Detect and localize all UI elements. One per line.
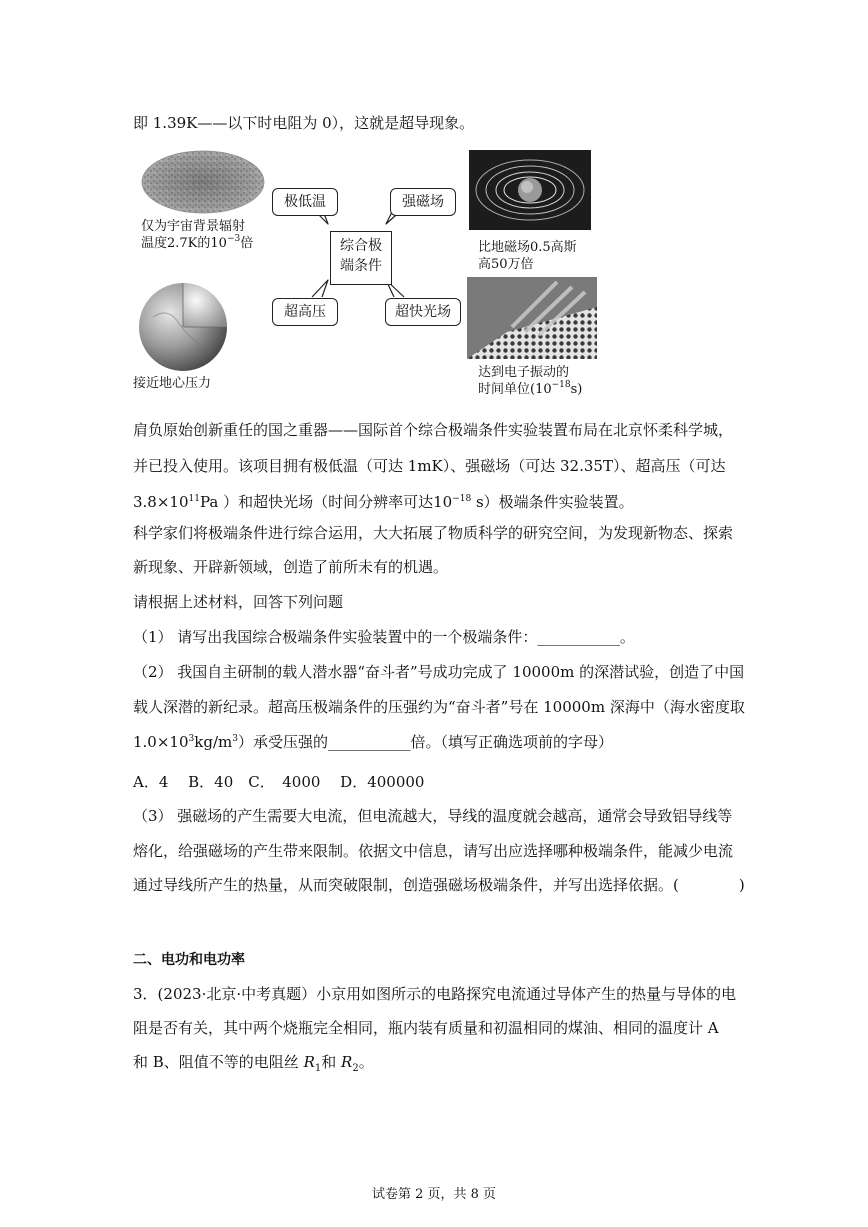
paragraph1-line1: 肩负原始创新重任的国之重器——国际首个综合极端条件实验装置布局在北京怀柔科学城， xyxy=(133,421,734,439)
problem-3-line1: 3．(2023·北京·中考真题）小京用如图所示的电路探究电流通过导体产生的热量与导体的电 xyxy=(133,985,737,1003)
problem-3-line3: 和 B、阻值不等的电阻丝 $R_1$和 $R_2$。 xyxy=(133,1053,374,1074)
question-3-line2: 熔化，给强磁场的产生带来限制。依据文中信息，请写出应选择哪种极端条件，能减少电流 xyxy=(133,842,734,860)
center-box-extreme-conditions: 综合极 端条件 xyxy=(330,231,392,285)
bubble-low-temperature: 极低温 xyxy=(272,188,338,216)
earth-core-image xyxy=(133,277,237,373)
cosmic-background-map-image xyxy=(141,150,265,214)
elec-caption-line1: 达到电子振动的 xyxy=(478,365,570,380)
question-1: （1） 请写出我国综合极端条件实验装置中的一个极端条件：___________。 xyxy=(133,628,635,646)
problem-3-line2: 阻是否有关，其中两个烧瓶完全相同，瓶内装有质量和初温相同的煤油、相同的温度计 A xyxy=(133,1019,719,1037)
bubble-ultra-high-pressure: 超高压 xyxy=(272,298,338,326)
mag-caption-line2: 高50万倍 xyxy=(478,257,534,272)
question-2-line1: （2） 我国自主研制的载人潜水器“奋斗者”号成功完成了 10000m 的深潜试验，创造了中国 xyxy=(133,663,745,681)
bubble-strong-magnetic-field: 强磁场 xyxy=(390,188,456,216)
question-2-line3: $1.0\times 10^3kg/m^3$）承受压强的___________倍。（填写正确选项前的字母） xyxy=(133,733,613,751)
intro-line: 即 1.39K——以下时电阻为 0），这就是超导现象。 xyxy=(133,114,475,132)
section-title: 二、电功和电功率 xyxy=(133,952,245,968)
cmb-caption-line2: 温度2.7K的$10^{-3}$倍 xyxy=(141,234,254,251)
question-3-line3: 通过导线所产生的热量，从而突破限制，创造强磁场极端条件，并写出选择依据。( ) xyxy=(133,876,745,894)
question-3-line1: （3） 强磁场的产生需要大电流，但电流越大，导线的温度就会越高，通常会导致铝导线等 xyxy=(133,807,733,825)
paragraph1-line2: 并已投入使用。该项目拥有极低温（可达 1mK）、强磁场（可达 32.35T）、超高压（可达 xyxy=(133,457,726,475)
bubble-ultrafast-light-field: 超快光场 xyxy=(385,298,461,326)
page-footer: 试卷第 2 页，共 8 页 xyxy=(371,1187,497,1202)
magnetic-field-image xyxy=(469,150,591,230)
core-caption: 接近地心压力 xyxy=(133,376,212,391)
paragraph1-line3: $3.8\times 10^{11}Pa$ ）和超快光场（时间分辨率可达$10^{-18}$ s）极端条件实验装置。 xyxy=(133,493,634,511)
question-prompt: 请根据上述材料，回答下列问题 xyxy=(133,593,344,611)
question-2-options: A．4 B．40 C． 4000 D．400000 xyxy=(133,773,425,791)
elec-caption-line2: 时间单位$(10^{-18}s)$ xyxy=(478,380,583,397)
question-2-line2: 载人深潜的新纪录。超高压极端条件的压强约为“奋斗者”号在 10000m 深海中（海水密度取 xyxy=(133,698,745,716)
paragraph2-line1: 科学家们将极端条件进行综合运用，大大拓展了物质科学的研究空间，为发现新物态、探索 xyxy=(133,524,734,542)
mag-caption-line1: 比地磁场0.5高斯 xyxy=(478,240,577,255)
electron-lattice-image xyxy=(467,277,597,359)
paragraph2-line2: 新现象、开辟新领域，创造了前所未有的机遇。 xyxy=(133,558,449,576)
cmb-caption-line1: 仅为宇宙背景辐射 xyxy=(141,219,246,234)
